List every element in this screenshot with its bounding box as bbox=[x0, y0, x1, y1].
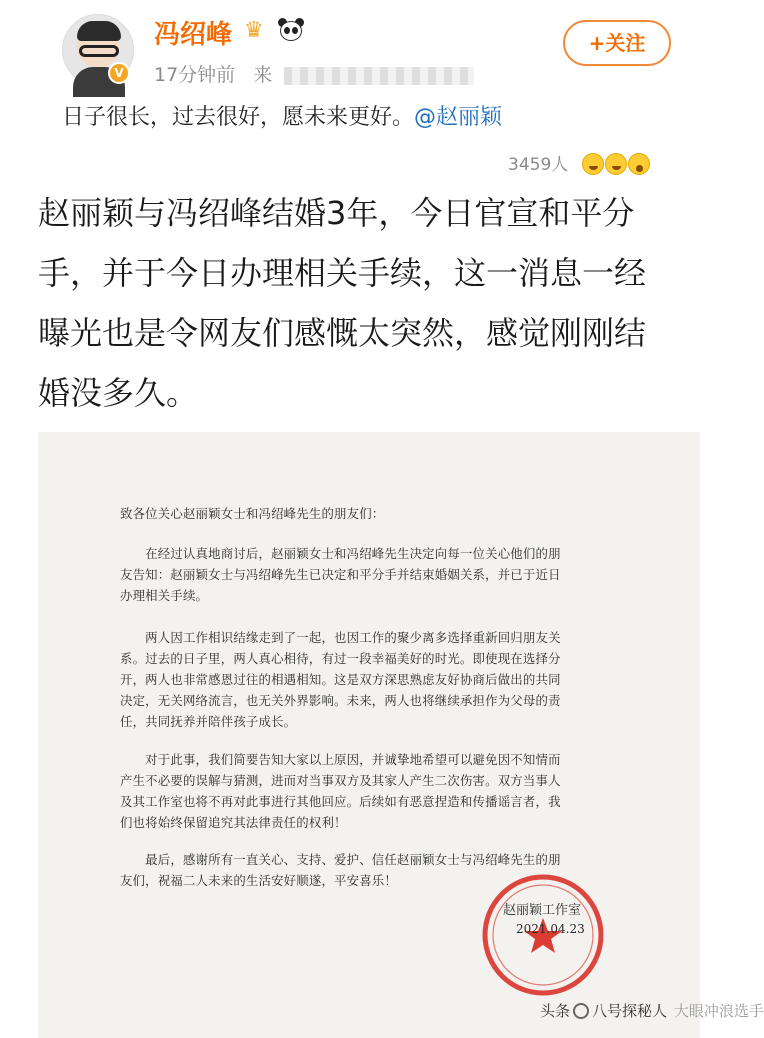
username[interactable]: 冯绍峰 bbox=[154, 20, 233, 50]
article-line: 手，并于今日办理相关手续，这一消息一经 bbox=[38, 254, 647, 292]
post-body: 日子很长，过去很好，愿未来更好。 bbox=[62, 105, 415, 130]
letter-line: 及其工作室也将不再对此事进行其他回应。后续如有恶意捏造和传播谣言者，我 bbox=[120, 794, 561, 809]
weibo-post-card bbox=[38, 0, 700, 175]
letter-signature: 赵丽颖工作室 bbox=[503, 903, 582, 918]
laugh-emoji-icon bbox=[582, 153, 604, 175]
statement-letter bbox=[38, 432, 700, 1038]
verified-badge-icon: V bbox=[108, 62, 130, 84]
letter-line: 两人因工作相识结缘走到了一起，也因工作的聚少离多选择重新回归朋友关 bbox=[120, 630, 561, 645]
letter-salutation: 致各位关心赵丽颖女士和冯绍峰先生的朋友们： bbox=[120, 506, 385, 521]
post-meta bbox=[154, 60, 474, 87]
article-line: 赵丽颖与冯绍峰结婚3年，今日官宣和平分 bbox=[38, 194, 635, 232]
crown-icon: ♛ bbox=[244, 18, 264, 43]
article-paragraph bbox=[38, 183, 678, 423]
reaction-count: 3459人 bbox=[508, 155, 569, 175]
watermark bbox=[540, 1000, 764, 1021]
post-text bbox=[62, 100, 502, 131]
cry-emoji-icon bbox=[605, 153, 627, 175]
letter-line: 友们，祝福二人未来的生活安好顺遂，平安喜乐！ bbox=[120, 873, 397, 888]
letter-line: 系。过去的日子里，两人真心相待，有过一段幸福美好的时光。即使现在选择分 bbox=[120, 651, 561, 666]
letter-line: 产生不必要的误解与猜测，进而对当事双方及其家人产生二次伤害。双方当事人 bbox=[120, 773, 561, 788]
watermark-ghost: 大眼冲浪选手 bbox=[673, 1002, 764, 1020]
letter-line: 对于此事，我们简要告知大家以上原因，并诚挚地希望可以避免因不知情而 bbox=[120, 752, 561, 767]
surprised-emoji-icon bbox=[628, 153, 650, 175]
panda-icon bbox=[278, 18, 304, 42]
post-time: 17分钟前 bbox=[154, 64, 236, 86]
mention-link[interactable]: @赵丽颖 bbox=[414, 105, 503, 130]
letter-line: 任，共同抚养并陪伴孩子成长。 bbox=[120, 714, 297, 729]
article-line: 曝光也是令网友们感慨太突然，感觉刚刚结 bbox=[38, 314, 647, 352]
letter-date: 2021.04.23 bbox=[516, 922, 585, 936]
letter-line: 友告知：赵丽颖女士与冯绍峰先生已决定和平分手并结束婚姻关系，并已于近日 bbox=[120, 567, 561, 582]
source-blur bbox=[284, 67, 474, 85]
reactions[interactable] bbox=[508, 150, 650, 175]
watermark-prefix: 头条 bbox=[540, 1002, 571, 1020]
follow-button[interactable]: +关注 bbox=[563, 20, 671, 66]
letter-line: 决定，无关网络流言，也无关外界影响。未来，两人也将继续承担作为父母的责 bbox=[120, 693, 561, 708]
at-icon bbox=[573, 1003, 589, 1019]
post-source: 来 bbox=[253, 64, 273, 86]
letter-line: 最后，感谢所有一直关心、支持、爱护、信任赵丽颖女士与冯绍峰先生的朋 bbox=[120, 852, 561, 867]
watermark-handle: 八号探秘人 bbox=[592, 1002, 668, 1020]
letter-line: 们也将始终保留追究其法律责任的权利！ bbox=[120, 815, 347, 830]
letter-line: 在经过认真地商讨后，赵丽颖女士和冯绍峰先生决定向每一位关心他们的朋 bbox=[120, 546, 561, 561]
letter-line: 办理相关手续。 bbox=[120, 588, 209, 603]
letter-line: 开，两人也非常感恩过往的相遇相知。这是双方深思熟虑友好协商后做出的共同 bbox=[120, 672, 561, 687]
article-line: 婚没多久。 bbox=[38, 374, 199, 412]
